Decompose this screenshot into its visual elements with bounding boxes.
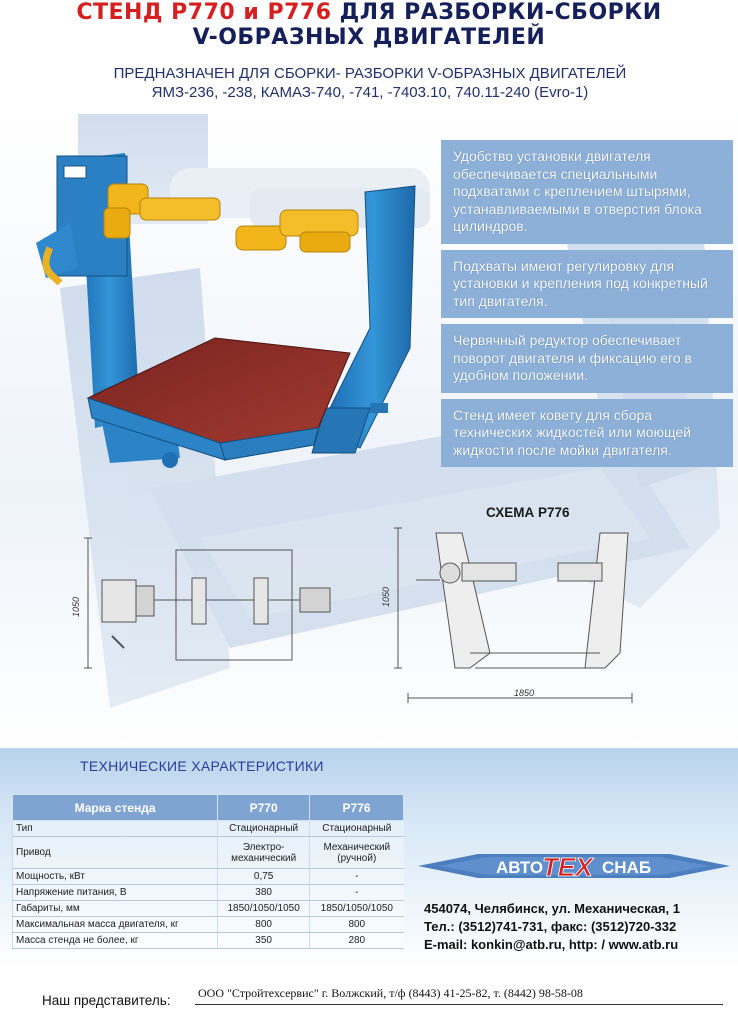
column-header: Марка стенда: [13, 795, 218, 821]
title-model-2: Р776: [267, 0, 332, 25]
cell-value: 1850/1050/1050: [310, 901, 404, 917]
feature-list: [441, 140, 733, 473]
cell-value: 1850/1050/1050: [218, 901, 310, 917]
logo-graphic: [418, 840, 730, 892]
title-line-2: V-ОБРАЗНЫХ ДВИГАТЕЛЕЙ: [192, 25, 546, 50]
cell-value: 380: [218, 885, 310, 901]
row-label: Габариты, мм: [13, 901, 218, 917]
table-row: [13, 933, 404, 949]
specs-title: ТЕХНИЧЕСКИЕ ХАРАКТЕРИСТИКИ: [80, 758, 324, 774]
table-row: [13, 837, 404, 869]
cell-value: 800: [218, 917, 310, 933]
cell-value: -: [310, 869, 404, 885]
row-label: Максимальная масса двигателя, кг: [13, 917, 218, 933]
subtitle-line-1: ПРЕДНАЗНАЧЕН ДЛЯ СБОРКИ- РАЗБОРКИ V-ОБРАЗНЫХ ДВИГАТЕЛЕЙ: [113, 65, 627, 82]
address: 454074, Челябинск, ул. Механическая, 1: [424, 901, 680, 916]
email-link[interactable]: E-mail: konkin@atb.ru, http: / www.atb.ru: [424, 937, 679, 952]
divider: [195, 1004, 723, 1005]
cell-value: 350: [218, 933, 310, 949]
dim-width: 1850: [514, 688, 535, 698]
table-row: [13, 821, 404, 837]
representative-info: ООО "Стройтехсервис" г. Волжский, т/ф (8443) 41-25-82, т. (8442) 98-58-08: [198, 986, 583, 1000]
cell-value: Механический (ручной): [310, 837, 404, 869]
row-label: Привод: [13, 837, 218, 869]
logo-left-text: АВТО: [496, 858, 544, 877]
logo-right-text: СНАБ: [602, 858, 652, 877]
contact-block: [424, 900, 680, 954]
row-label: Мощность, кВт: [13, 869, 218, 885]
specs-header-row: [13, 795, 404, 821]
dim-height-right: 1050: [381, 586, 392, 608]
title-purpose: ДЛЯ РАЗБОРКИ-СБОРКИ: [331, 0, 662, 25]
subtitle-line-2: ЯМЗ-236, -238, КАМАЗ-740, -741, -7403.10, 740.11-240 (Evro-1): [151, 84, 589, 101]
phone: Тел.: (3512)741-731, факс: (3512)720-332: [424, 919, 677, 934]
cell-value: Стационарный: [310, 821, 404, 837]
cell-value: 280: [310, 933, 404, 949]
feature-item: Стенд имеет ковету для сбора технических жидкостей или моющей жидкости после мойки двигателя.: [441, 399, 733, 468]
subtitle: [40, 64, 700, 102]
feature-item: Удобство установки двигателя обеспечивается специальными подхватами с креплением штырями, устанавливаемыми в отверстия блока цилиндров.: [441, 140, 733, 244]
table-row: [13, 869, 404, 885]
logo-center-text: ТЕХ: [542, 852, 593, 882]
row-label: Тип: [13, 821, 218, 837]
feature-item: Подхваты имеют регулировку для установки и крепления под конкретный тип двигателя.: [441, 250, 733, 319]
column-header: Р770: [218, 795, 310, 821]
column-header: Р776: [310, 795, 404, 821]
representative-label: Наш представитель:: [42, 993, 171, 1008]
title-and: и: [235, 0, 268, 25]
feature-item: Червячный редуктор обеспечивает поворот двигателя и фиксацию его в удобном положении.: [441, 324, 733, 393]
table-row: [13, 885, 404, 901]
cell-value: Стационарный: [218, 821, 310, 837]
page-title: [0, 0, 738, 50]
row-label: Напряжение питания, В: [13, 885, 218, 901]
cell-value: -: [310, 885, 404, 901]
schema-label: СХЕМА Р776: [486, 505, 570, 520]
dim-height-left: 1050: [71, 596, 82, 618]
cell-value: 0,75: [218, 869, 310, 885]
cell-value: Электро- механический: [218, 837, 310, 869]
row-label: Масса стенда не более, кг: [13, 933, 218, 949]
title-model-1: СТЕНД Р770: [76, 0, 236, 25]
table-row: [13, 901, 404, 917]
table-row: [13, 917, 404, 933]
specs-table: [12, 794, 404, 949]
cell-value: 800: [310, 917, 404, 933]
company-logo: [418, 840, 730, 892]
